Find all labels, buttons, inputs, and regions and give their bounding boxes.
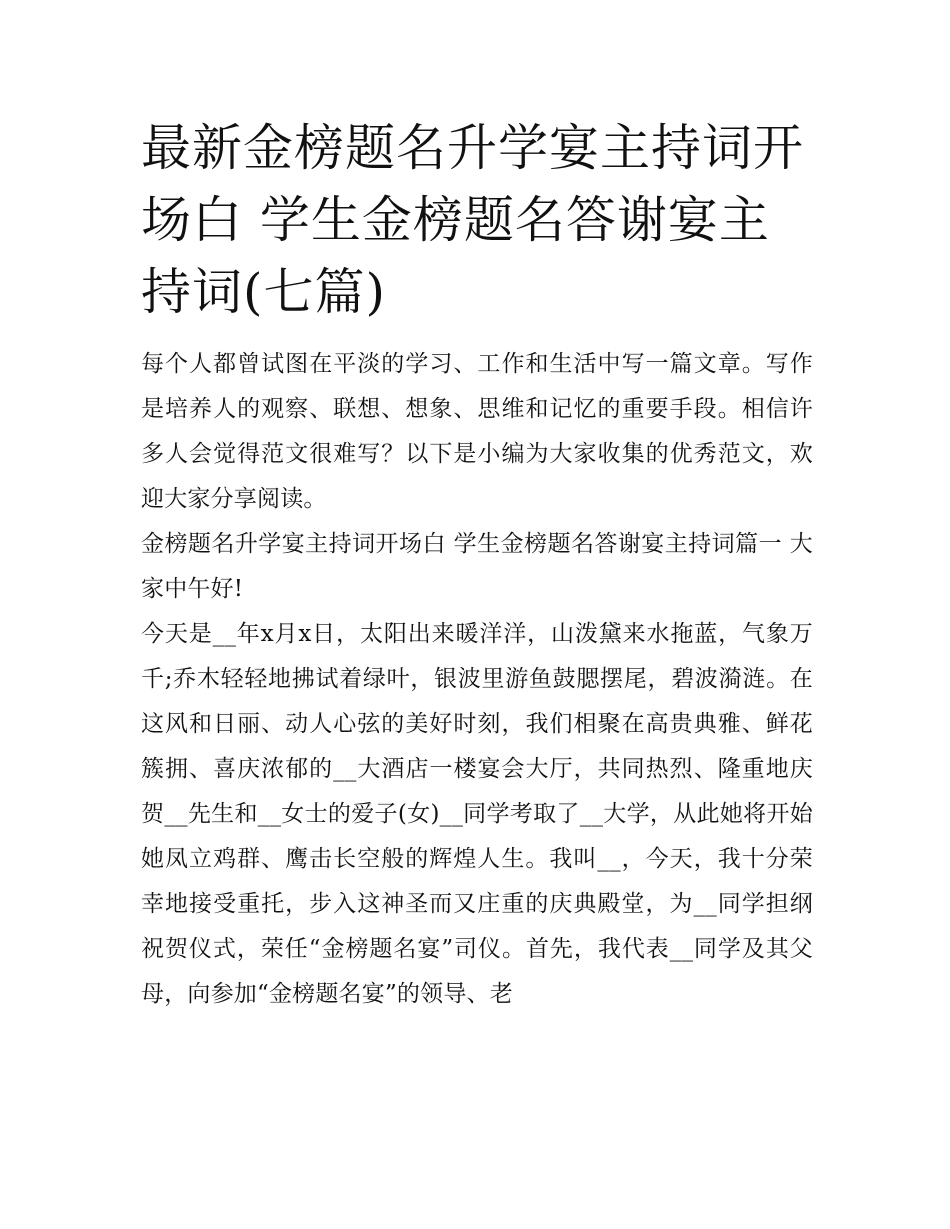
section-heading-paragraph: 金榜题名升学宴主持词开场白 学生金榜题名答谢宴主持词篇一 大家中午好! [141, 531, 813, 602]
body-paragraph: 今天是__年x月x日，太阳出来暖洋洋，山泼黛来水拖蓝，气象万千;乔木轻轻地拂试着绿叶，银波里游鱼鼓腮摆尾，碧波漪涟。在这风和日丽、动人心弦的美好时刻，我们相聚在高贵典雅、鲜花簇拥、喜庆浓郁的__大酒店一楼宴会大厅，共同热烈、隆重地庆贺__先生和__女士的爱子(女)__同学考取了__大学，从此她将开始她凤立鸡群、鹰击长空般的辉煌人生。我叫__，今天，我十分荣幸地接受重托，步入这神圣而又庄重的庆典殿堂，为__同学担纲祝贺仪式，荣任“金榜题名宴”司仪。首先，我代表__同学及其父母，向参加“金榜题名宴”的领导、老 [141, 621, 813, 1007]
document-title: 最新金榜题名升学宴主持词开场白 学生金榜题名答谢宴主持词(七篇) [141, 119, 804, 321]
document-page [141, 112, 813, 1017]
intro-paragraph: 每个人都曾试图在平淡的学习、工作和生活中写一篇文章。写作是培养人的观察、联想、想象、思维和记忆的重要手段。相信许多人会觉得范文很难写？以下是小编为大家收集的优秀范文，欢迎大家分享阅读。 [141, 351, 813, 512]
